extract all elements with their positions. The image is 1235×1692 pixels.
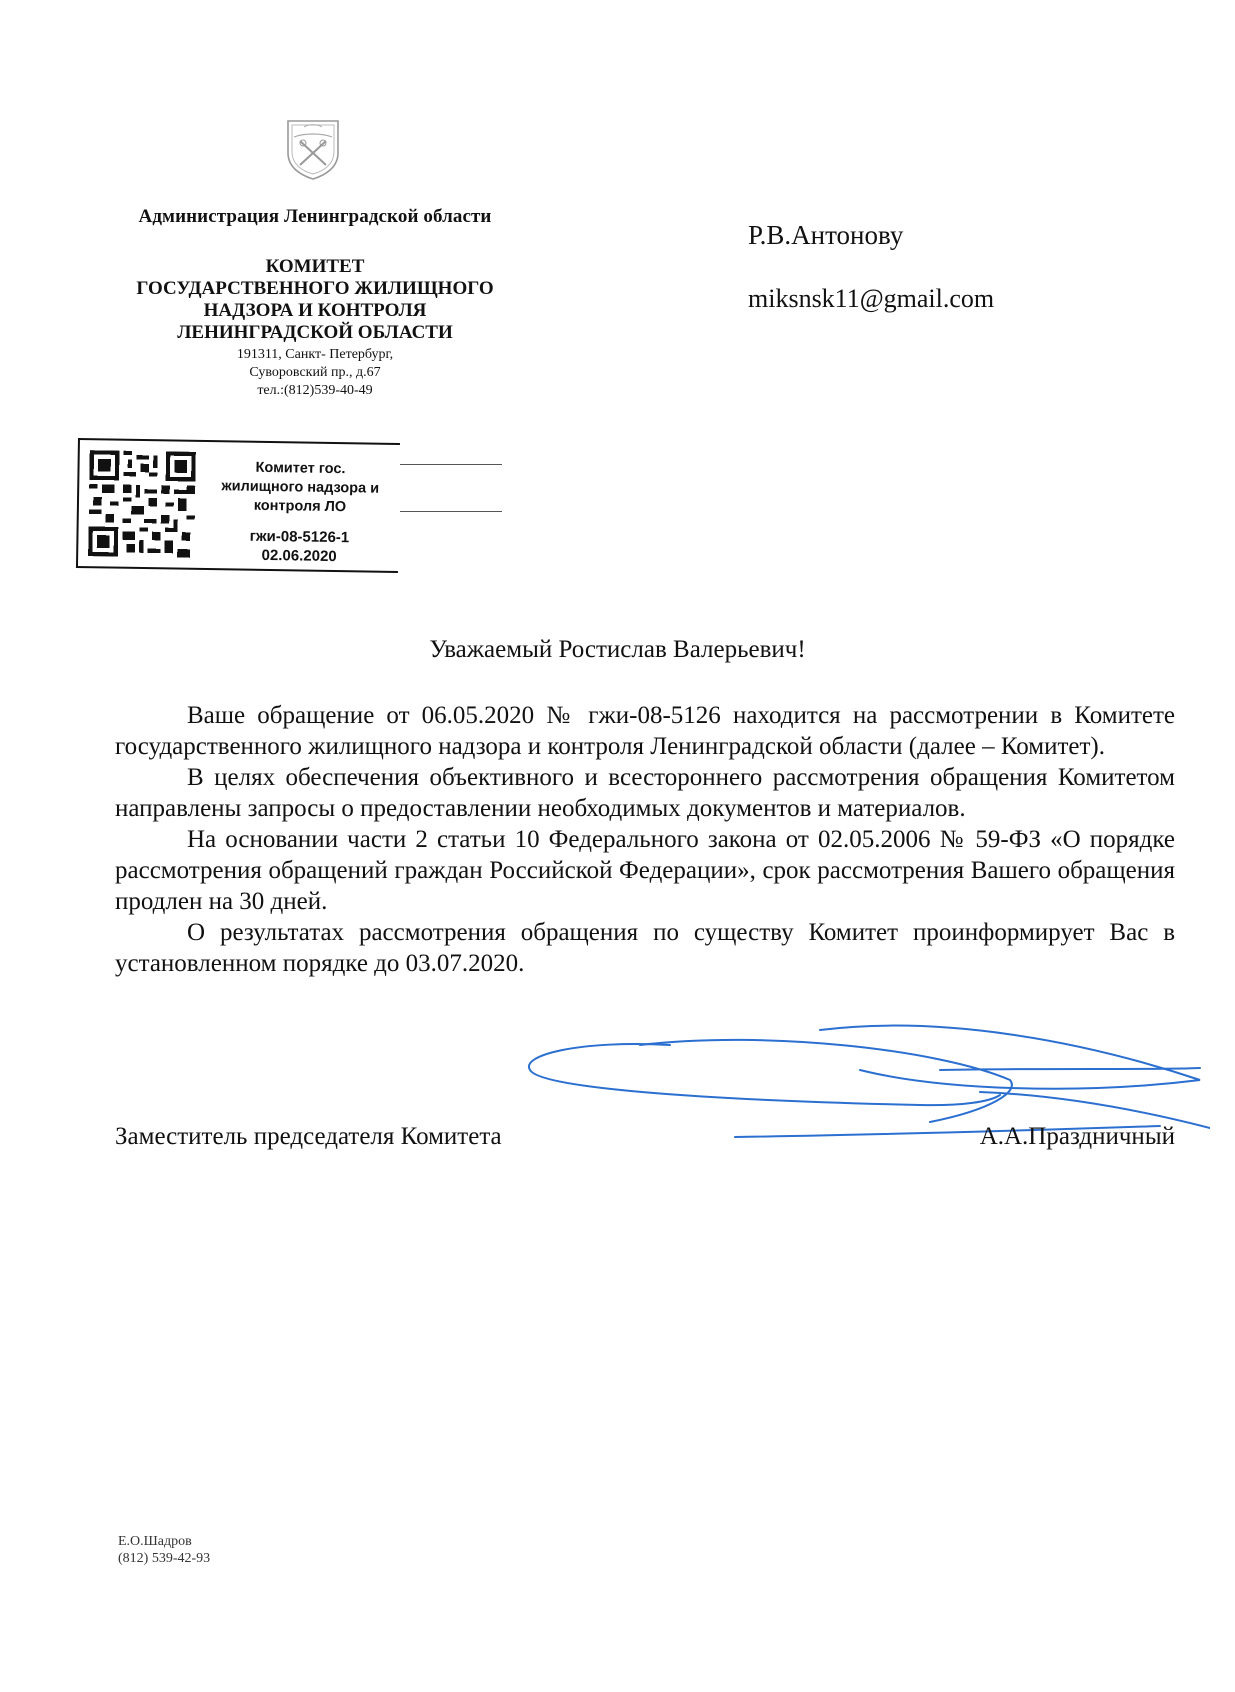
signer-name: А.А.Праздничный (979, 1123, 1175, 1150)
coat-of-arms-icon (284, 115, 342, 181)
stamp-organization (205, 458, 396, 518)
blank-line (400, 464, 502, 465)
stamp-reg-number: гжи-08-5126-1 (249, 527, 350, 547)
stamp-line: контроля ЛО (253, 497, 347, 516)
executor-info (118, 1533, 210, 1567)
stamp-line: жилищного надзора и (221, 478, 380, 497)
greeting: Уважаемый Ростислав Валерьевич! (429, 636, 806, 663)
blank-line (400, 511, 502, 512)
recipient-name: Р.В.Антонову (748, 220, 904, 250)
stamp-registration (204, 526, 395, 567)
committee-name (100, 256, 530, 344)
address-line: тел.:(812)539-40-49 (257, 383, 373, 398)
registration-stamp (76, 438, 400, 573)
committee-address (130, 346, 500, 400)
body-paragraph: В целях обеспечения объективного и всестороннего рассмотрения обращения Комитетом направлены запросы о предоставлении необходимых документов и материалов. (115, 764, 1175, 822)
committee-line: ГОСУДАРСТВЕННОГО ЖИЛИЩНОГО (136, 278, 494, 299)
body-paragraph: О результатах рассмотрения обращения по существу Комитет проинформирует Вас в установленном порядке до 03.07.2020. (115, 919, 1175, 977)
committee-line: КОМИТЕТ (265, 256, 365, 277)
executor-phone: (812) 539-42-93 (118, 1551, 211, 1566)
recipient-email: miksnsk11@gmail.com (748, 284, 995, 313)
committee-line: НАДЗОРА И КОНТРОЛЯ (203, 300, 427, 321)
administration-title: Администрация Ленинградской области (138, 206, 492, 227)
executor-name: Е.О.Шадров (118, 1534, 192, 1549)
body-paragraph: На основании части 2 статьи 10 Федерального закона от 02.05.2006 № 59-ФЗ «О порядке рассмотрения обращений граждан Российской Федерации», срок рассмотрения Вашего обращения продлен на 30 дней. (115, 826, 1175, 915)
address-line: 191311, Санкт- Петербург, (236, 347, 394, 362)
stamp-line: Комитет гос. (255, 459, 346, 478)
signer-position: Заместитель председателя Комитета (115, 1123, 502, 1150)
qr-code-icon (86, 450, 198, 558)
body-paragraph: Ваше обращение от 06.05.2020 № гжи-08-5126 находится на рассмотрении в Комитете государственного жилищного надзора и контроля Ленинградской области (далее – Комитет). (115, 702, 1175, 760)
stamp-date: 02.06.2020 (261, 546, 337, 566)
address-line: Суворовский пр., д.67 (249, 365, 381, 380)
letter-body (115, 700, 1175, 979)
committee-line: ЛЕНИНГРАДСКОЙ ОБЛАСТИ (177, 322, 453, 343)
